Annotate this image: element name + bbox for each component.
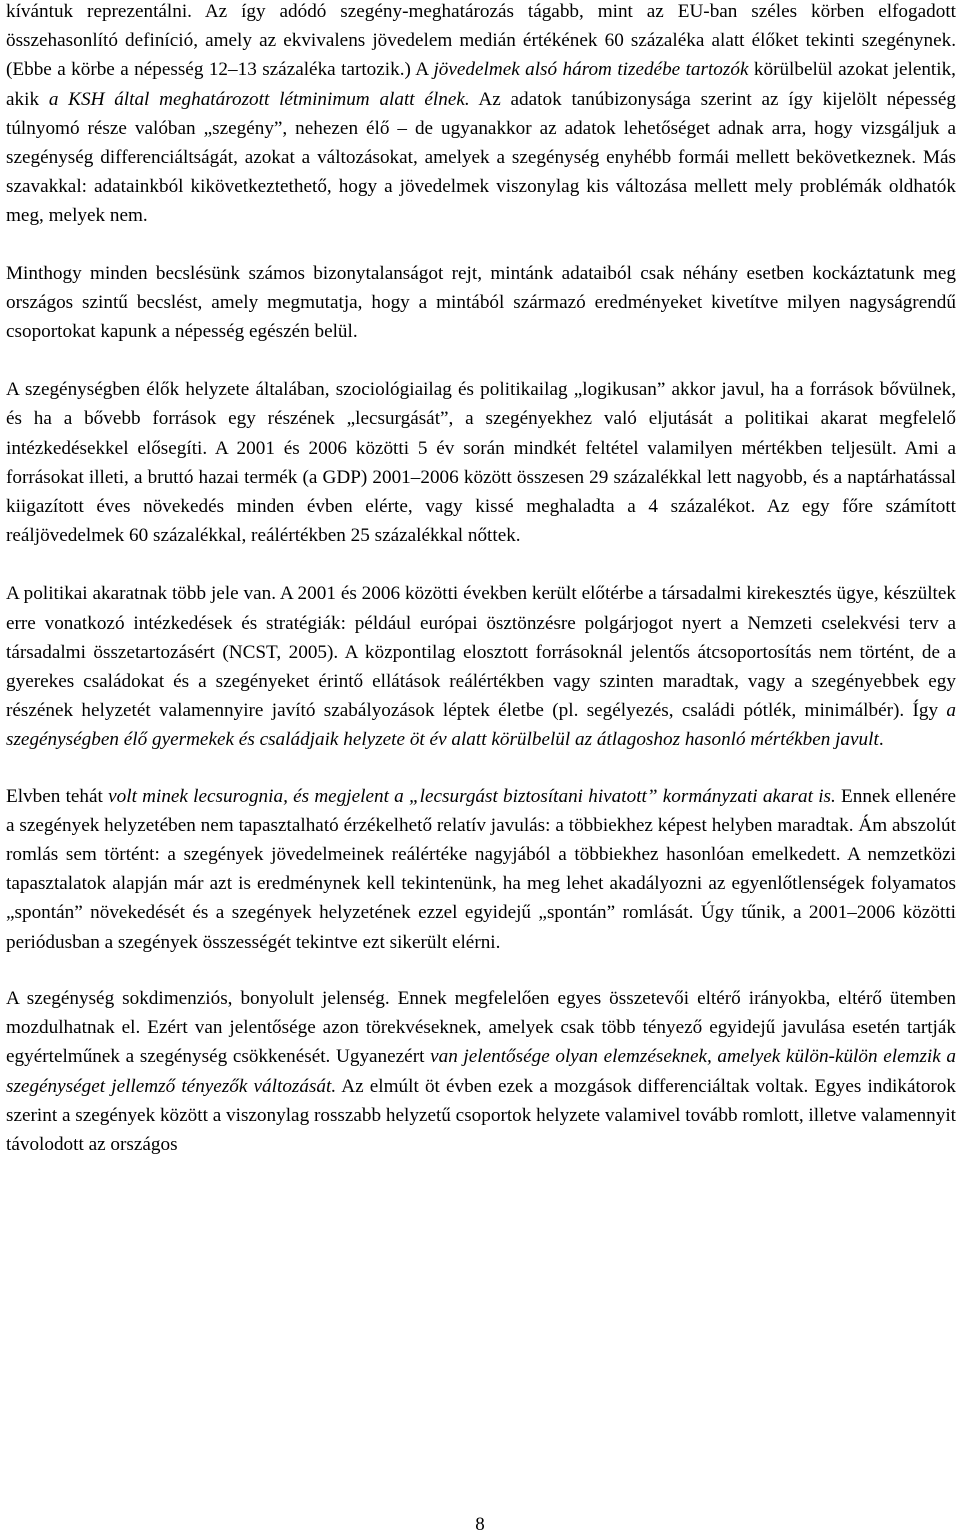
paragraph-3 [6, 375, 956, 550]
paragraph-5-italic-1: volt minek lecsurognia, és megjelent a „lecsurgást biztosítani hivatott” kormányzati akarat is. [108, 785, 836, 807]
paragraph-1-italic-1: jövedelmek alsó három tizedébe tartozók [433, 59, 749, 81]
paragraph-1-text-3: Az adatok tanúbizonysága szerint az így kijelölt népesség túlnyomó része valóban „szegény”, nehezen élő – de ugyanakkor az adatok lehetőséget adnak arra, hogy vizsgáljuk a szegénység differenciáltságát, azokat a változásokat, amelyek a szegénység enyhébb formái mellett bekövetkeznek. Más szavakkal: adatainkból kikövetkeztethető, hogy a jövedelmek viszonylag kis változása mellett mely problémák oldhatók meg, melyek nem. [6, 88, 956, 227]
paragraph-2 [6, 259, 956, 347]
paragraph-5-text-2: Ennek ellenére a szegények helyzetében nem tapasztalható érzékelhető relatív javulás: a többiekhez képest helyben maradtak. Ám abszolút romlás sem történt: a szegények jövedelmeinek reálértéke nagyjából a többiekhez hasonlóan emelkedett. A nemzetközi tapasztalatok alapján már azt is eredménynek kell tekintenünk, ha meg lehet akadályozni az egyenlőtlenségek folyamatos „spontán” növekedését és a szegények helyzetének ezzel egyidejű „spontán” romlását. Úgy tűnik, a 2001–2006 közötti periódusban a szegények összességét tekintve ezt sikerült elérni. [6, 785, 957, 953]
paragraph-4 [6, 579, 956, 754]
document-page [6, 0, 956, 1159]
paragraph-6-italic-1: van jelentősége olyan elemzéseknek, amelyek külön-külön elemzik a szegénységet jellemző tényezők változását. [6, 1046, 957, 1097]
paragraph-4-text-2: . [878, 729, 884, 751]
paragraph-5 [6, 782, 956, 957]
paragraph-4-italic-1: a szegénységben élő gyermekek és családjaik helyzete öt év alatt körülbelül az átlagoshoz hasonló mértékben javult [6, 700, 956, 751]
paragraph-3-text-1: A szegénységben élők helyzete általában, szociológiailag és politikailag „logikusan” akkor javul, ha a források bővülnek, és ha a bővebb források egy részének „lecsurgását”, a szegényekhez való eljutását a politikai akarat megfelelő intézkedésekkel elősegíti. A 2001 és 2006 közötti 5 év során mindkét feltétel valamilyen mértékben teljesült. Ami a forrásokat illeti, a bruttó hazai termék (a GDP) 2001–2006 között összesen 29 százalékkal lett nagyobb, és a naptárhatással kiigazított éves növekedés minden évben elérte, vagy kissé meghaladta a 4 százalékot. Az egy főre számított reáljövedelmek 60 százalékkal, reálértékben 25 százalékkal nőttek. [6, 379, 956, 547]
paragraph-1 [6, 0, 956, 231]
paragraph-1-text-1: kívántuk reprezentálni. Az így adódó szegény-meghatározás tágabb, mint az EU-ban széles körben elfogadott összehasonlító definíció, amely az ekvivalens jövedelem medián értékének 60 százaléka alatt élőket tekinti szegénynek. (Ebbe a körbe a népesség 12–13 százaléka tartozik.) A [6, 1, 956, 81]
paragraph-1-text-2: körülbelül azokat jelentik, akik [6, 59, 956, 110]
page-number: 8 [475, 1514, 485, 1535]
paragraph-2-text-1: Minthogy minden becslésünk számos bizonytalanságot rejt, mintánk adataiból csak néhány esetben kockáztatunk meg országos szintű becslést, amely megmutatja, hogy a mintából származó eredményeket kivetítve milyen nagyságrendű csoportokat kapunk a népesség egészén belül. [6, 262, 956, 343]
paragraph-5-text-1: Elvben tehát [6, 785, 109, 807]
paragraph-6-text-2: Az elmúlt öt évben ezek a mozgások differenciáltak voltak. Egyes indikátorok szerint a szegények között a viszonylag rosszabb helyzetű csoportok helyzete valamivel tovább romlott, illetve valamennyit távolodott az országos [6, 1075, 957, 1155]
paragraph-6-text-1: A szegénység sokdimenziós, bonyolult jelenség. Ennek megfelelően egyes összetevői eltérő irányokba, eltérő ütemben mozdulhatnak el. Ezért van jelentősége azon törekvéseknek, amelyek csak több tényező egyidejű javulása esetén tartják egyértelműnek a szegénység csökkenését. Ugyanezért [6, 987, 956, 1068]
paragraph-4-text-1: A politikai akaratnak több jele van. A 2001 és 2006 közötti években került előtérbe a társadalmi kirekesztés ügye, készültek erre vonatkozó intézkedések és stratégiák: például európai ösztönzésre polgárjogot nyert a Nemzeti cselekvési terv a társadalmi összetartozásért (NCST, 2005). A központilag elosztott forrásoknál jelentős átcsoportosítás nem történt, de a gyerekes családokat és a szegényeket érintő ellátások reálértékben vagy szinten maradtak, vagy a szegényebbek egy részének helyzetét valamennyire javító szabályozások léptek életbe (pl. segélyezés, családi pótlék, minimálbér). Így [6, 583, 956, 722]
paragraph-1-italic-2: a KSH által meghatározott létminimum alatt élnek. [48, 88, 470, 110]
paragraph-6 [6, 984, 956, 1159]
